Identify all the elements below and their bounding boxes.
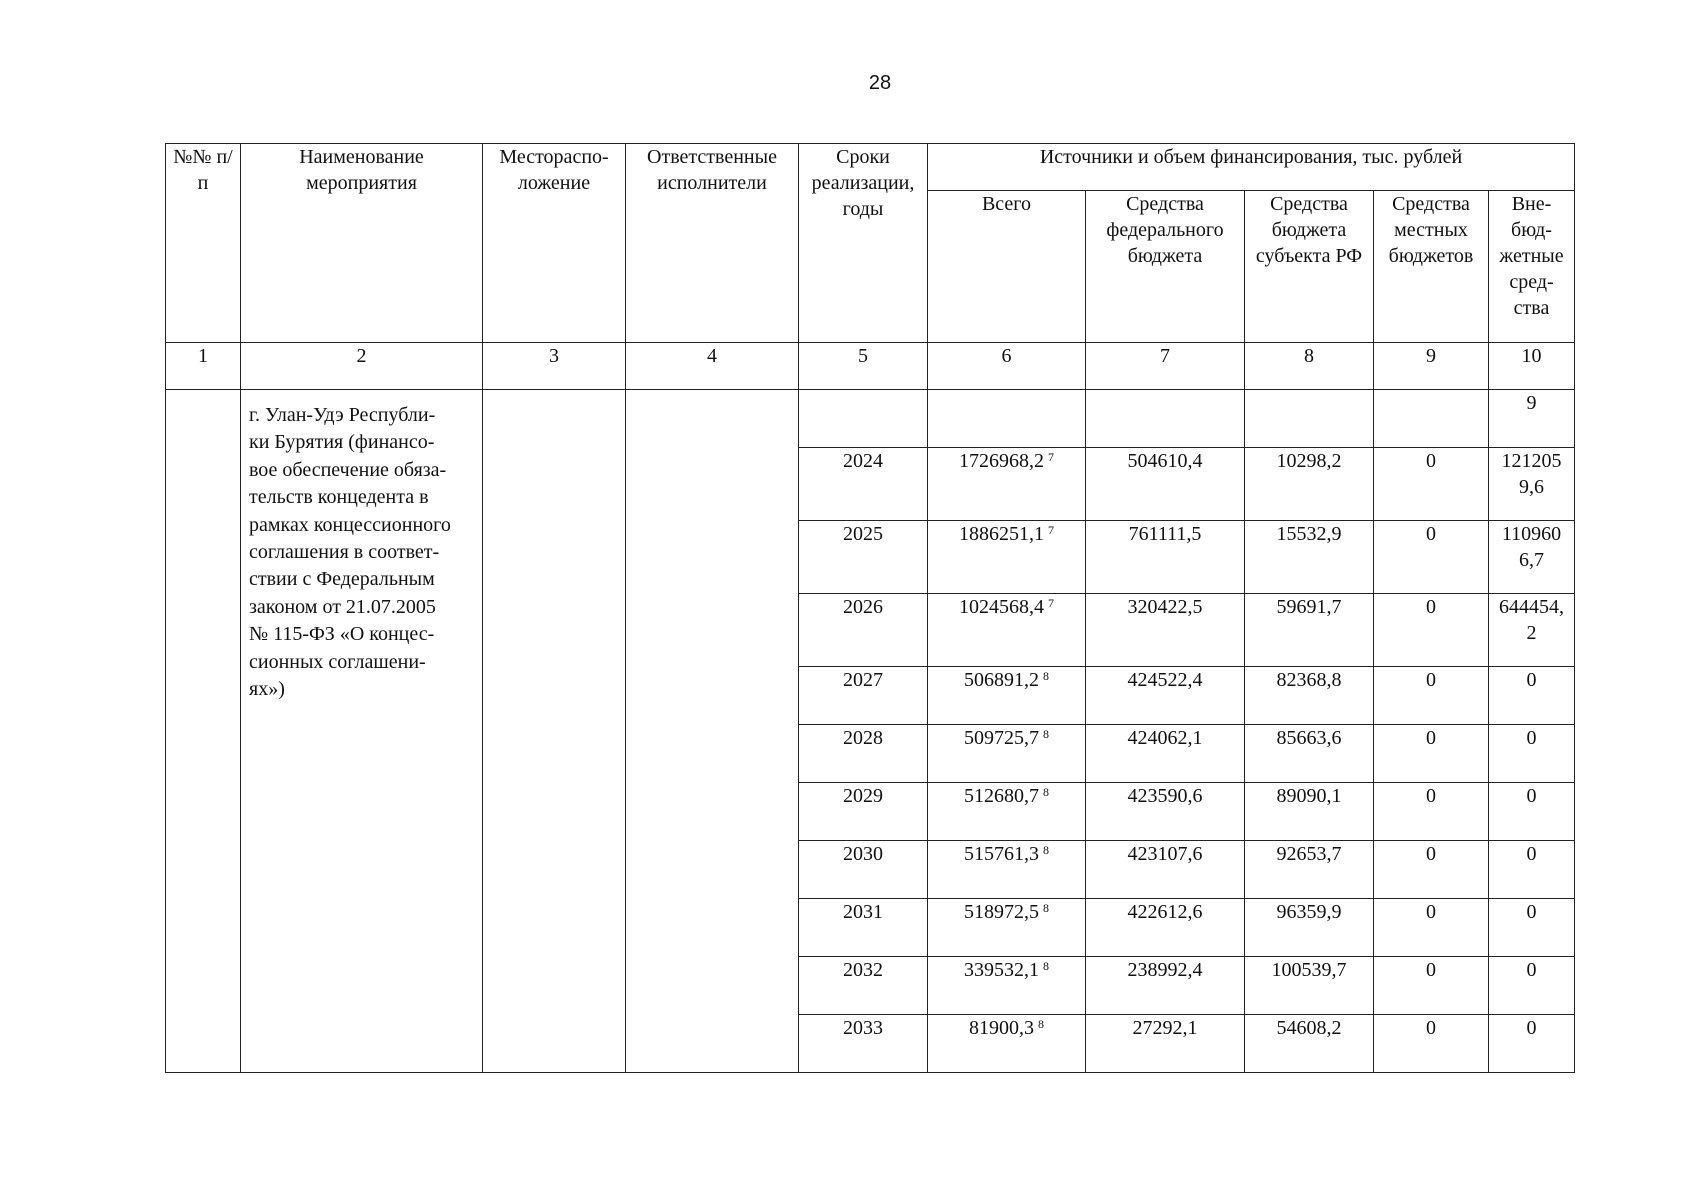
header-regional: Средства бюджета субъекта РФ	[1245, 191, 1374, 343]
federal-cell: 761111,5	[1086, 521, 1245, 594]
total-cell	[928, 667, 1086, 725]
regional-cell: 15532,9	[1245, 521, 1374, 594]
total-cell	[928, 899, 1086, 957]
year-cell: 2028	[799, 725, 928, 783]
year-cell: 2030	[799, 841, 928, 899]
total-cell	[928, 448, 1086, 521]
column-number: 3	[483, 343, 626, 390]
header-sources: Источники и объем финансирования, тыс. рублей	[928, 144, 1575, 191]
federal-cell: 424522,4	[1086, 667, 1245, 725]
column-number: 7	[1086, 343, 1245, 390]
local-cell: 0	[1374, 521, 1489, 594]
footnote-marker: 8	[1043, 901, 1049, 915]
extra-cell: 0	[1489, 1015, 1575, 1073]
extra-cell: 0	[1489, 667, 1575, 725]
extra-value: 110960 6,7	[1501, 523, 1562, 571]
extra-cell: 0	[1489, 783, 1575, 841]
footnote-marker: 8	[1043, 843, 1049, 857]
local-cell: 0	[1374, 957, 1489, 1015]
local-cell: 0	[1374, 667, 1489, 725]
footnote-marker: 8	[1043, 785, 1049, 799]
footnote-marker: 8	[1043, 727, 1049, 741]
regional-cell: 54608,2	[1245, 1015, 1374, 1073]
year-cell: 2031	[799, 899, 928, 957]
column-number: 1	[166, 343, 241, 390]
year-cell: 2029	[799, 783, 928, 841]
column-number: 6	[928, 343, 1086, 390]
local-cell: 0	[1374, 783, 1489, 841]
total-cell	[928, 390, 1086, 448]
year-cell: 2026	[799, 594, 928, 667]
extra-cell: 0	[1489, 957, 1575, 1015]
header-row	[166, 144, 1575, 191]
column-number: 5	[799, 343, 928, 390]
header-num: №№ п/п	[166, 144, 241, 343]
extra-value: 644454, 2	[1499, 596, 1564, 644]
federal-cell: 238992,4	[1086, 957, 1245, 1015]
header-local: Средства местных бюджетов	[1374, 191, 1489, 343]
total-cell	[928, 783, 1086, 841]
footnote-marker: 8	[1043, 959, 1049, 973]
extra-cell	[1489, 594, 1575, 667]
financing-table	[165, 143, 1575, 1073]
name-cell	[241, 390, 483, 1073]
federal-cell: 423590,6	[1086, 783, 1245, 841]
table-row	[166, 390, 1575, 448]
column-number: 8	[1245, 343, 1374, 390]
local-cell: 0	[1374, 725, 1489, 783]
total-cell	[928, 521, 1086, 594]
total-cell	[928, 594, 1086, 667]
total-value: 1726968,2	[959, 450, 1044, 472]
header-name: Наименование мероприятия	[241, 144, 483, 343]
federal-cell: 27292,1	[1086, 1015, 1245, 1073]
extra-cell	[1489, 521, 1575, 594]
year-cell: 2024	[799, 448, 928, 521]
federal-cell: 504610,4	[1086, 448, 1245, 521]
year-cell: 2032	[799, 957, 928, 1015]
total-value: 518972,5	[964, 901, 1039, 923]
regional-cell: 89090,1	[1245, 783, 1374, 841]
total-cell	[928, 957, 1086, 1015]
total-cell	[928, 841, 1086, 899]
footnote-marker: 8	[1043, 669, 1049, 683]
total-value: 512680,7	[964, 785, 1039, 807]
page-number: 28	[868, 72, 892, 94]
federal-cell: 422612,6	[1086, 899, 1245, 957]
federal-cell	[1086, 390, 1245, 448]
header-period: Сроки реализации, годы	[799, 144, 928, 343]
local-cell: 0	[1374, 594, 1489, 667]
local-cell: 0	[1374, 448, 1489, 521]
regional-cell	[1245, 390, 1374, 448]
regional-cell: 82368,8	[1245, 667, 1374, 725]
extra-cell	[1489, 448, 1575, 521]
total-cell	[928, 1015, 1086, 1073]
year-cell: 2033	[799, 1015, 928, 1073]
footnote-marker: 7	[1048, 450, 1054, 464]
total-value: 1024568,4	[959, 596, 1044, 618]
regional-cell: 92653,7	[1245, 841, 1374, 899]
total-cell	[928, 725, 1086, 783]
federal-cell: 320422,5	[1086, 594, 1245, 667]
footnote-marker: 8	[1038, 1017, 1044, 1031]
regional-cell: 10298,2	[1245, 448, 1374, 521]
header-federal: Средства федерального бюджета	[1086, 191, 1245, 343]
activity-name: г. Улан-Удэ Республи- ки Бурятия (финансо- вое обеспечение обяза- тельств концедента в рамках концессионного соглашения в соответ- ствии с Федеральным законом от 21.07.2005 № 115-ФЗ «О концес- сионных соглашени- ях»)	[249, 404, 451, 701]
header-executors: Ответственные исполнители	[626, 144, 799, 343]
regional-cell: 85663,6	[1245, 725, 1374, 783]
regional-cell: 59691,7	[1245, 594, 1374, 667]
column-number: 2	[241, 343, 483, 390]
location-cell	[483, 390, 626, 1073]
header-total: Всего	[928, 191, 1086, 343]
year-cell: 2025	[799, 521, 928, 594]
total-value: 506891,2	[964, 669, 1039, 691]
federal-cell: 423107,6	[1086, 841, 1245, 899]
total-value: 81900,3	[969, 1017, 1034, 1039]
regional-cell: 96359,9	[1245, 899, 1374, 957]
local-cell: 0	[1374, 1015, 1489, 1073]
footnote-marker: 7	[1048, 523, 1054, 537]
column-number: 9	[1374, 343, 1489, 390]
year-cell	[799, 390, 928, 448]
federal-cell: 424062,1	[1086, 725, 1245, 783]
total-value: 1886251,1	[959, 523, 1044, 545]
extra-cell: 9	[1489, 390, 1575, 448]
local-cell: 0	[1374, 841, 1489, 899]
regional-cell: 100539,7	[1245, 957, 1374, 1015]
extra-cell: 0	[1489, 841, 1575, 899]
column-numbers-row	[166, 343, 1575, 390]
header-extra: Вне- бюд- жетные сред- ства	[1489, 191, 1575, 343]
total-value: 515761,3	[964, 843, 1039, 865]
column-number: 10	[1489, 343, 1575, 390]
total-value: 509725,7	[964, 727, 1039, 749]
year-cell: 2027	[799, 667, 928, 725]
total-value: 339532,1	[964, 959, 1039, 981]
local-cell: 0	[1374, 899, 1489, 957]
header-location: Местораспо- ложение	[483, 144, 626, 343]
footnote-marker: 7	[1048, 596, 1054, 610]
extra-cell: 0	[1489, 899, 1575, 957]
column-number: 4	[626, 343, 799, 390]
extra-value: 121205 9,6	[1501, 450, 1562, 498]
executors-cell	[626, 390, 799, 1073]
local-cell	[1374, 390, 1489, 448]
extra-cell: 0	[1489, 725, 1575, 783]
num-cell	[166, 390, 241, 1073]
